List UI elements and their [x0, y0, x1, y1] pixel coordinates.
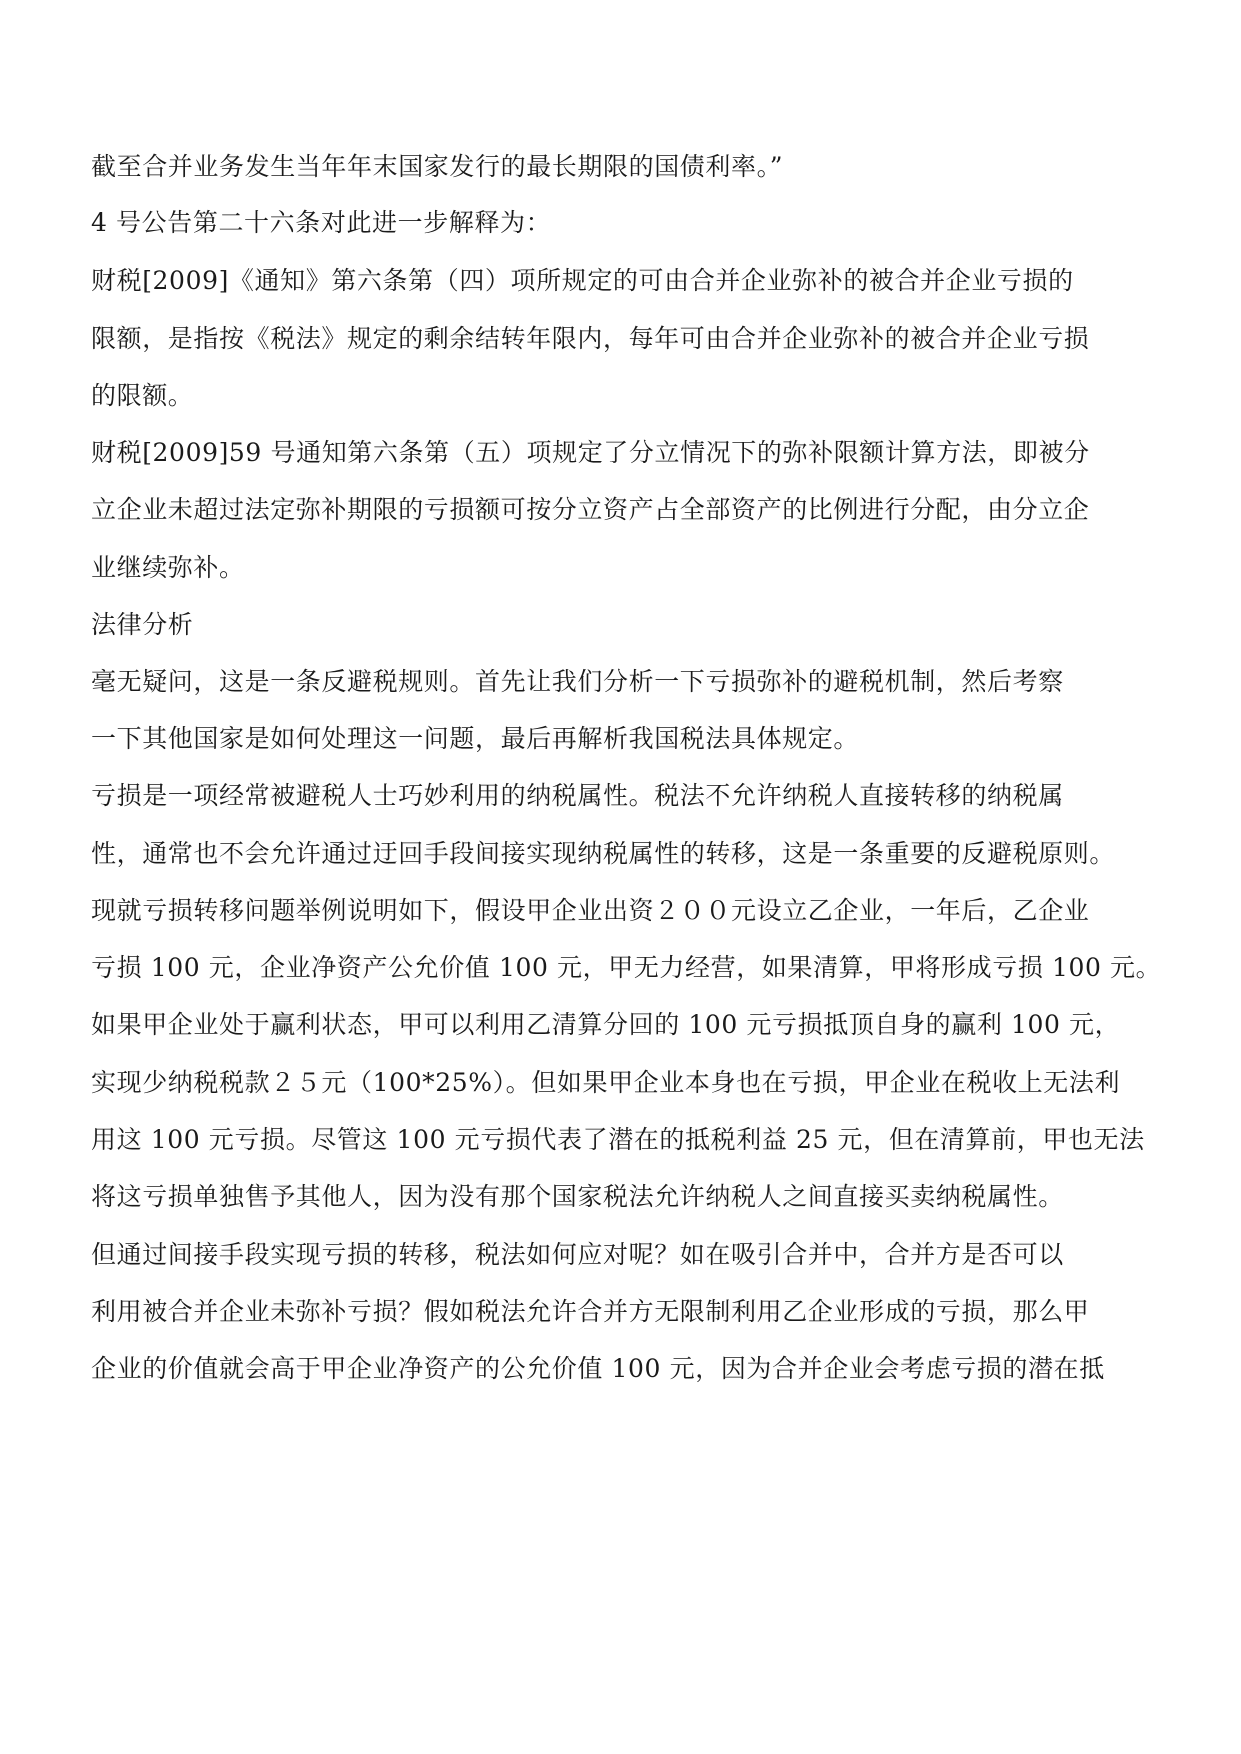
text-line: 截至合并业务发生当年年末国家发行的最长期限的国债利率。”: [91, 152, 784, 181]
text-line: 利用被合并企业未弥补亏损？假如税法允许合并方无限制利用乙企业形成的亏损，那么甲: [91, 1297, 1090, 1326]
text-line: 4 号公告第二十六条对此进一步解释为：: [91, 208, 552, 237]
section-heading: 法律分析: [91, 610, 194, 639]
text-line: 亏损是一项经常被避税人士巧妙利用的纳税属性。税法不允许纳税人直接转移的纳税属: [91, 781, 1064, 810]
text-line: 性，通常也不会允许通过迂回手段间接实现纳税属性的转移，这是一条重要的反避税原则。: [91, 839, 1116, 868]
text-line: 业继续弥补。: [91, 553, 245, 582]
text-line: 将这亏损单独售予其他人，因为没有那个国家税法允许纳税人之间直接买卖纳税属性。: [91, 1182, 1064, 1211]
text-line: 财税[2009]《通知》第六条第（四）项所规定的可由合并企业弥补的被合并企业亏损的: [91, 266, 1074, 295]
text-line: 限额，是指按《税法》规定的剩余结转年限内，每年可由合并企业弥补的被合并企业亏损: [91, 324, 1090, 353]
text-line: 一下其他国家是如何处理这一问题，最后再解析我国税法具体规定。: [91, 724, 860, 753]
text-line: 但通过间接手段实现亏损的转移，税法如何应对呢？如在吸引合并中，合并方是否可以: [91, 1240, 1064, 1269]
text-line: 企业的价值就会高于甲企业净资产的公允价值 100 元，因为合并企业会考虑亏损的潜在抵: [91, 1354, 1105, 1383]
text-line: 用这 100 元亏损。尽管这 100 元亏损代表了潜在的抵税利益 25 元，但在清算前，甲也无法: [91, 1125, 1145, 1154]
text-line: 亏损 100 元，企业净资产公允价值 100 元，甲无力经营，如果清算，甲将形成亏损 100 元。: [91, 953, 1162, 982]
text-line: 财税[2009]59 号通知第六条第（五）项规定了分立情况下的弥补限额计算方法，即被分: [91, 438, 1090, 467]
text-line: 实现少纳税税款２５元（100*25%）。但如果甲企业本身也在亏损，甲企业在税收上无法利: [91, 1068, 1121, 1097]
text-line: 毫无疑问，这是一条反避税规则。首先让我们分析一下亏损弥补的避税机制，然后考察: [91, 667, 1064, 696]
text-line: 现就亏损转移问题举例说明如下，假设甲企业出资２００元设立乙企业，一年后，乙企业: [91, 896, 1090, 925]
text-line: 如果甲企业处于赢利状态，甲可以利用乙清算分回的 100 元亏损抵顶自身的赢利 100 元，: [91, 1010, 1121, 1039]
text-line: 的限额。: [91, 381, 194, 410]
text-line: 立企业未超过法定弥补期限的亏损额可按分立资产占全部资产的比例进行分配，由分立企: [91, 495, 1090, 524]
